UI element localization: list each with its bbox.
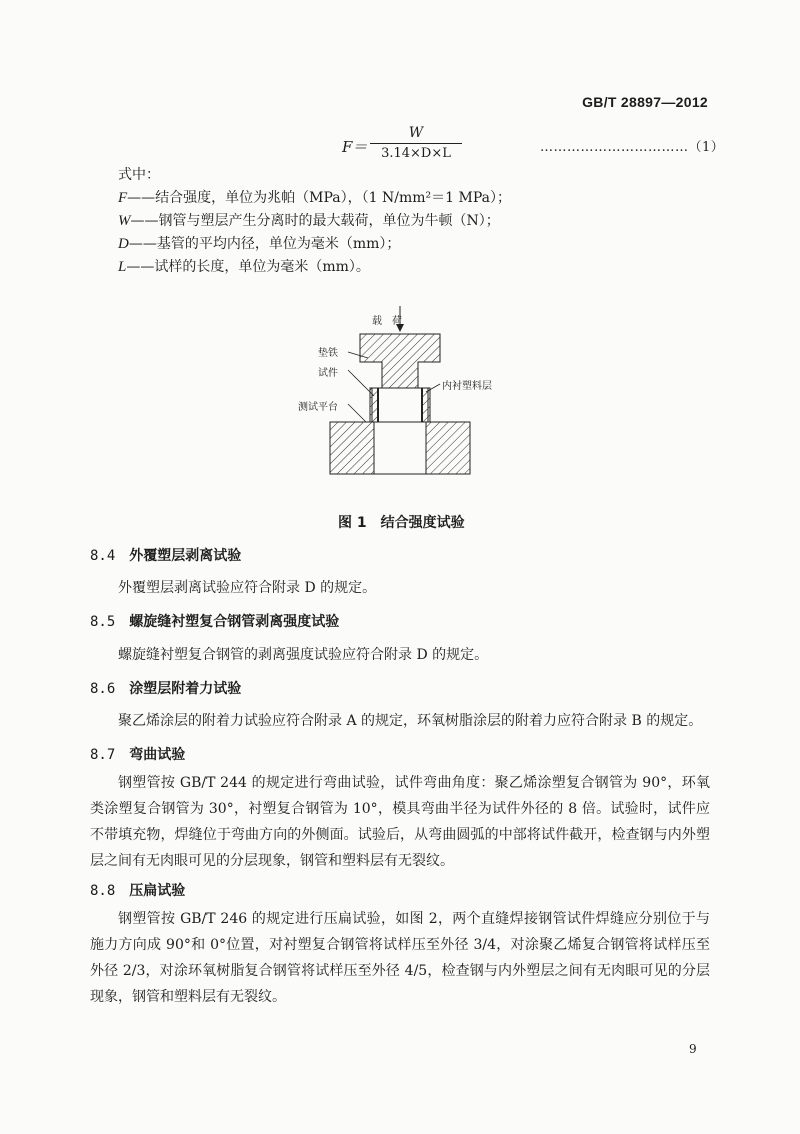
label-test-platform: 测试平台 — [298, 402, 338, 413]
formula-lhs: F＝ — [342, 138, 368, 156]
specimen-wall-right — [422, 388, 430, 422]
formula-numerator: W — [408, 125, 424, 141]
section-number: 8.7 — [90, 747, 116, 763]
section-8-7-body: 钢塑管按 GB/T 244 的规定进行弯曲试验，试件弯曲角度：聚乙烯涂塑复合钢管为 90°，环氧类涂塑复合钢管为 30°，衬塑复合钢管为 10°，模具弯曲半径为试件外径的 8 倍。试验时，试件应不带填充物，焊缝位于弯曲方向的外侧面。试验后，从弯曲圆弧的中部将试件截开，检查钢与内外塑层之间有无肉眼可见的分层现象，钢管和塑料层有无裂纹。 — [90, 775, 710, 869]
fraction-bar — [370, 143, 462, 144]
section-number: 8.8 — [90, 883, 116, 899]
section-8-6-body: 聚乙烯涂层的附着力试验应符合附录 A 的规定，环氧树脂涂层的附着力应符合附录 B 的规定。 — [118, 713, 703, 729]
formula-denominator: 3.14×D×L — [381, 146, 451, 161]
leader-platform — [348, 404, 366, 422]
variable-symbol: D — [118, 236, 129, 252]
variable-text: ——结合强度，单位为兆帕（MPa），（1 N/mm²＝1 MPa）； — [127, 190, 511, 206]
section-8-6-heading — [90, 678, 241, 698]
platform-right — [426, 422, 470, 474]
variable-definition-L — [118, 256, 370, 276]
variable-definition-F — [118, 187, 511, 207]
pad-iron-shape — [360, 334, 440, 388]
figure-caption: 图 1 结合强度试验 — [338, 515, 465, 531]
section-title: 涂塑层附着力试验 — [129, 681, 242, 697]
section-8-8-heading — [90, 880, 185, 900]
platform-bore — [374, 422, 426, 474]
page-number: 9 — [689, 1042, 697, 1056]
section-number: 8.6 — [90, 681, 116, 697]
section-title: 螺旋缝衬塑复合钢管剥离强度试验 — [129, 614, 340, 630]
section-title: 弯曲试验 — [129, 747, 186, 763]
section-8-5-body: 螺旋缝衬塑复合钢管的剥离强度试验应符合附录 D 的规定。 — [118, 647, 489, 663]
variable-symbol: F — [118, 190, 128, 206]
variable-symbol: W — [118, 213, 131, 229]
variable-definition-D — [118, 233, 400, 253]
variable-symbol: L — [118, 259, 127, 275]
section-8-4-body: 外覆塑层剥离试验应符合附录 D 的规定。 — [118, 580, 377, 596]
variable-text: ——基管的平均内径，单位为毫米（mm）； — [128, 236, 401, 252]
section-8-7-heading — [90, 744, 185, 764]
standard-code-header: GB/T 28897—2012 — [582, 94, 708, 110]
formula-fraction — [370, 124, 462, 163]
variable-text: ——试样的长度，单位为毫米（mm）。 — [126, 259, 370, 275]
section-title: 压扁试验 — [129, 883, 186, 899]
section-number: 8.5 — [90, 614, 116, 630]
bond-strength-test-figure — [290, 300, 490, 484]
equation-number: ……………………………（1） — [540, 140, 725, 155]
section-title: 外覆塑层剥离试验 — [129, 548, 242, 564]
leader-specimen — [348, 370, 374, 396]
specimen-tube — [372, 388, 428, 422]
label-inner-lining: 内衬塑料层 — [442, 381, 492, 392]
where-label: 式中： — [118, 167, 160, 183]
section-8-4-heading — [90, 545, 241, 565]
label-load: 载 荷 — [372, 316, 402, 327]
label-pad-iron: 垫铁 — [318, 348, 338, 359]
variable-text: ——钢管与塑层产生分离时的最大载荷，单位为牛顿（N）； — [130, 213, 500, 229]
label-specimen: 试件 — [318, 368, 338, 379]
section-8-5-heading — [90, 611, 339, 631]
section-8-8-body: 钢塑管按 GB/T 246 的规定进行压扁试验，如图 2，两个直缝焊接钢管试件焊缝应分别位于与施力方向成 90°和 0°位置，对衬塑复合钢管将试样压至外径 3/4，对涂聚乙烯复合钢管将试样压至外径 2/3，对涂环氧树脂复合钢管将试样压至外径 4/5，检查钢与内外塑层之间有无肉眼可见的分层现象，钢管和塑料层有无裂纹。 — [90, 911, 710, 1005]
platform-left — [330, 422, 374, 474]
section-number: 8.4 — [90, 548, 116, 564]
variable-definition-W — [118, 210, 500, 230]
